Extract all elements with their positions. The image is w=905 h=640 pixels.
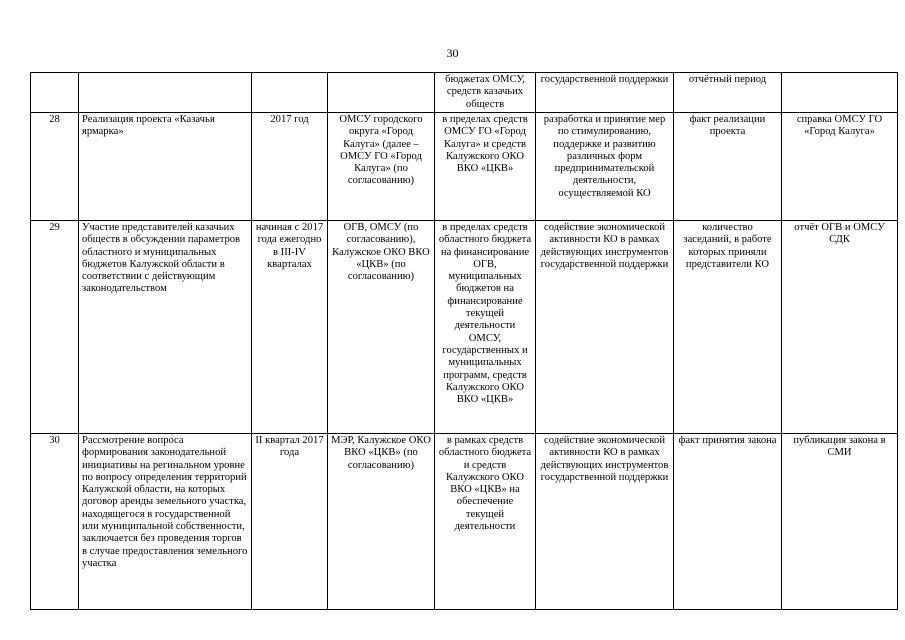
report-cell: публикация закона в СМИ xyxy=(782,434,898,610)
executors-cell: МЭР, Калужское ОКО ВКО «ЦКВ» (по согласованию) xyxy=(328,434,435,610)
measure-cell: Участие представителей казачьих обществ в обсуждении параметров областного и муниципальных бюджетов Калужской области в соответствии с действующим законодательством xyxy=(79,221,252,434)
funding-cell: в пределах средств областного бюджета на финансирование ОГВ, муниципальных бюджетов на финансирование текущей деятельности ОМСУ, государственных и муниципальных программ, средств Калужского ОКО ВКО «ЦКВ» xyxy=(435,221,536,434)
measure-cell: Рассмотрение вопроса формирования законодательной инициативы на регинальном уровне по вопросу определения территорий Калужской области, на которых договор аренды земельного участка, находящегося в государственной или муниципальной собственности, заключается без проведения торгов в случае предоставления земельного участка xyxy=(79,434,252,610)
term-cell: начиная с 2017 года ежегодно в III-IV кварталах xyxy=(252,221,328,434)
indicator-cell: факт реализации проекта xyxy=(674,113,782,221)
table-row xyxy=(31,113,898,221)
row-number xyxy=(31,73,79,113)
report-cell xyxy=(782,73,898,113)
row-number: 30 xyxy=(31,434,79,610)
measures-table xyxy=(30,72,898,610)
support-form-cell: государственной поддержки xyxy=(536,73,674,113)
term-cell: 2017 год xyxy=(252,113,328,221)
support-form-cell: разработка и принятие мер по стимулированию, поддержке и развитию различных форм предпринимательской деятельности, осуществляемой КО xyxy=(536,113,674,221)
measure-cell: Реализация проекта «Казачья ярмарка» xyxy=(79,113,252,221)
table-row xyxy=(31,221,898,434)
table-row xyxy=(31,434,898,610)
term-cell xyxy=(252,73,328,113)
indicator-cell: отчётный период xyxy=(674,73,782,113)
table-row xyxy=(31,73,898,113)
term-cell: II квартал 2017 года xyxy=(252,434,328,610)
indicator-cell: факт принятия закона xyxy=(674,434,782,610)
support-form-cell: содействие экономической активности КО в рамках действующих инструментов государственной поддержки xyxy=(536,434,674,610)
report-cell: отчёт ОГВ и ОМСУ СДК xyxy=(782,221,898,434)
page-number: 30 xyxy=(446,46,459,60)
support-form-cell: содействие экономической активности КО в рамках действующих инструментов государственной поддержки xyxy=(536,221,674,434)
executors-cell: ОГВ, ОМСУ (по согласованию), Калужское ОКО ВКО «ЦКВ» (по согласованию) xyxy=(328,221,435,434)
measure-cell xyxy=(79,73,252,113)
executors-cell xyxy=(328,73,435,113)
indicator-cell: количество заседаний, в работе которых приняли представители КО xyxy=(674,221,782,434)
funding-cell: бюджетах ОМСУ, средств казачьих обществ xyxy=(435,73,536,113)
report-cell: справка ОМСУ ГО «Город Калуга» xyxy=(782,113,898,221)
funding-cell: в пределах средств ОМСУ ГО «Город Калуга» и средств Калужского ОКО ВКО «ЦКВ» xyxy=(435,113,536,221)
row-number: 29 xyxy=(31,221,79,434)
executors-cell: ОМСУ городского округа «Город Калуга» (далее – ОМСУ ГО «Город Калуга» (по согласованию) xyxy=(328,113,435,221)
row-number: 28 xyxy=(31,113,79,221)
funding-cell: в рамках средств областного бюджета и средств Калужского ОКО ВКО «ЦКВ» на обеспечение текущей деятельности xyxy=(435,434,536,610)
